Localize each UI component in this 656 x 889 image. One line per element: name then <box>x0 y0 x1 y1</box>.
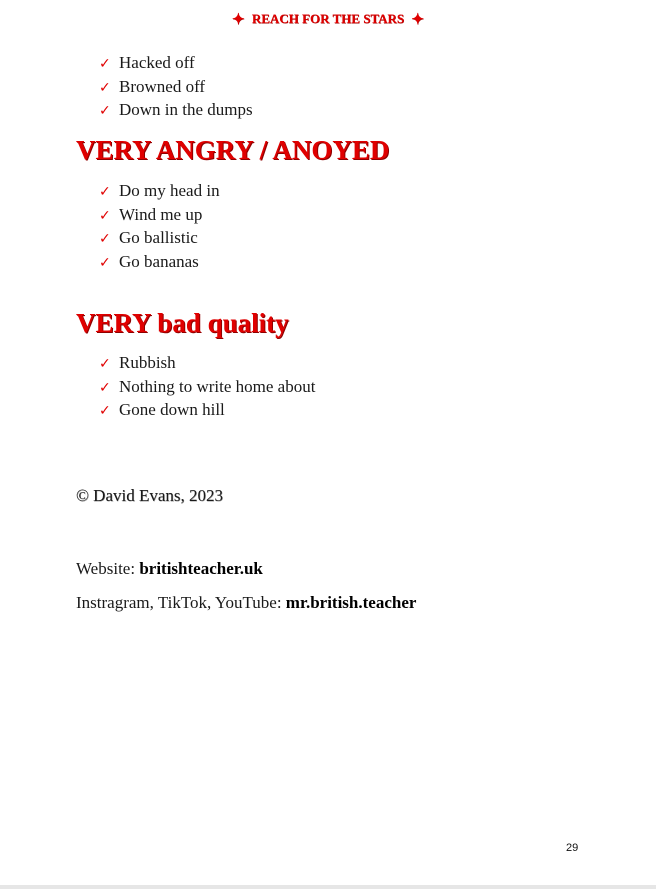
check-icon: ✓ <box>99 231 111 248</box>
page-header <box>0 10 656 29</box>
list-angry <box>99 179 220 274</box>
list-item-label: Go bananas <box>119 252 199 272</box>
list-item <box>99 375 315 399</box>
list-item-label: Gone down hill <box>119 400 225 420</box>
star-icon-right: ✦ <box>411 12 424 28</box>
website-link[interactable]: britishteacher.uk <box>139 559 263 578</box>
check-icon: ✓ <box>99 403 111 420</box>
list-item-label: Rubbish <box>119 353 176 372</box>
list-item <box>99 398 315 422</box>
check-icon: ✓ <box>99 184 111 200</box>
list-item-label: Wind me up <box>119 204 203 224</box>
list-item-label: Go ballistic <box>119 228 198 248</box>
list-top <box>99 51 253 122</box>
list-item <box>99 351 315 375</box>
page-bottom-divider <box>0 885 656 889</box>
website-label: Website: <box>76 559 140 578</box>
heading-very-bad-quality: VERY bad quality <box>76 308 289 338</box>
copyright-notice: © David Evans, 2023 <box>76 486 224 505</box>
list-item-label: Down in the dumps <box>119 100 253 120</box>
check-icon: ✓ <box>99 207 111 224</box>
check-icon: ✓ <box>99 79 111 96</box>
list-item <box>99 179 220 203</box>
list-item <box>99 203 220 227</box>
list-item-label: Hacked off <box>119 53 195 72</box>
social-handle[interactable]: mr.british.teacher <box>285 593 417 612</box>
list-item <box>99 51 253 75</box>
star-icon-left: ✦ <box>232 12 245 28</box>
check-icon: ✓ <box>99 356 111 372</box>
check-icon: ✓ <box>99 56 111 72</box>
list-item <box>99 226 220 250</box>
list-item-label: Browned off <box>119 76 206 96</box>
list-item <box>99 75 253 99</box>
list-item-label: Nothing to write home about <box>119 376 316 396</box>
list-item <box>99 250 220 274</box>
heading-very-angry: VERY ANGRY / ANOYED <box>76 135 390 165</box>
website-line <box>76 559 263 579</box>
header-title: REACH FOR THE STARS <box>251 11 405 26</box>
page-number: 29 <box>566 842 579 854</box>
check-icon: ✓ <box>99 103 111 120</box>
check-icon: ✓ <box>99 379 111 396</box>
list-item-label: Do my head in <box>119 181 220 200</box>
social-label: Instragram, TikTok, YouTube: <box>76 593 286 612</box>
list-quality <box>99 351 315 422</box>
list-item <box>99 98 253 122</box>
social-line <box>76 593 416 613</box>
check-icon: ✓ <box>99 255 111 272</box>
